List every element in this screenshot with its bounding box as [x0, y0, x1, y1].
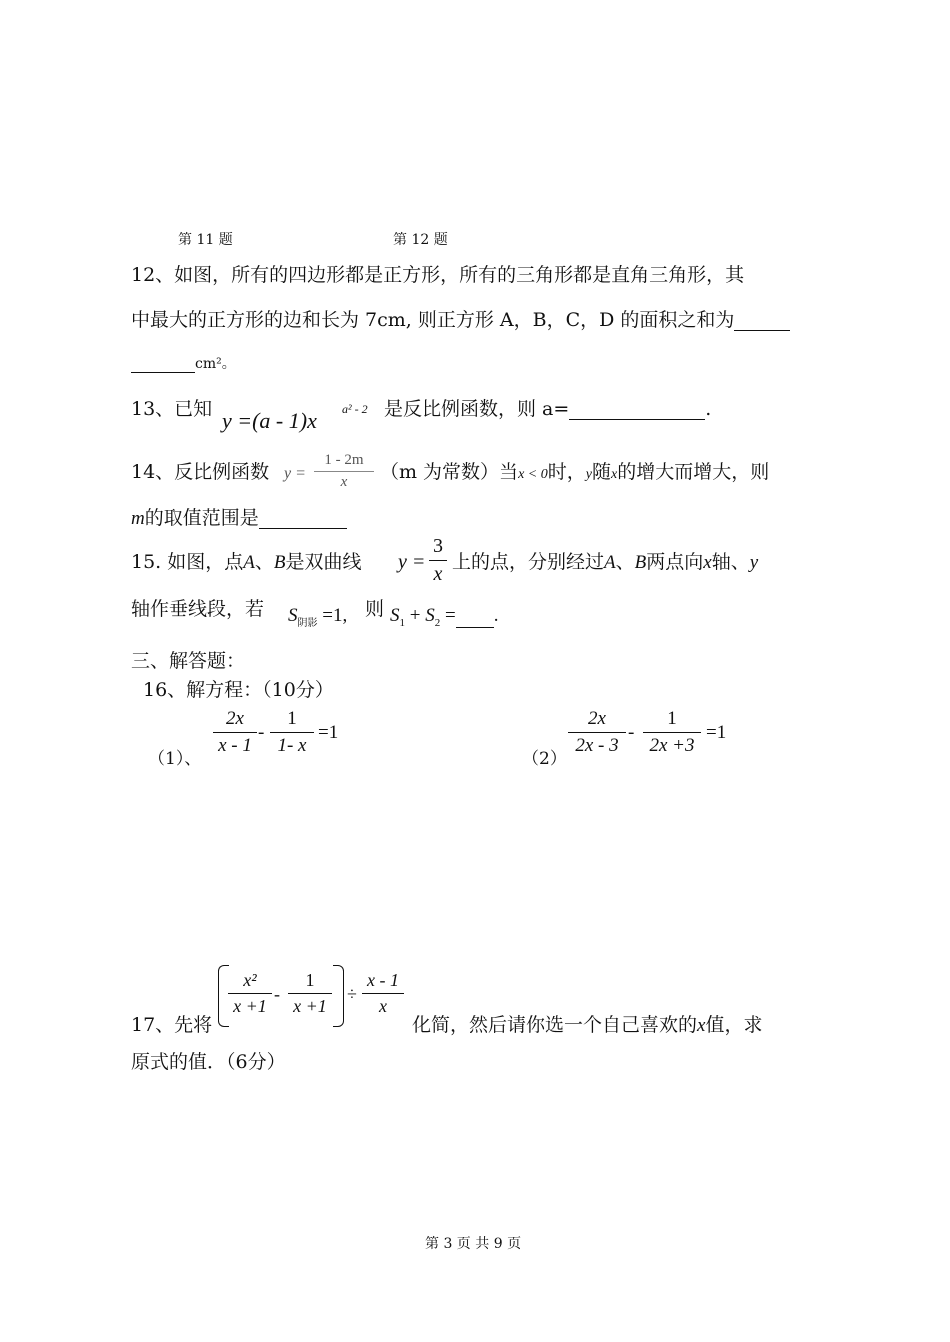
q12-line-1: 12、如图，所有的四边形都是正方形，所有的三角形都是直角三角形，其	[131, 264, 745, 286]
q13-text	[384, 400, 711, 420]
q15-text-1: 是双曲线	[285, 551, 362, 573]
q17-f1-denominator: x +1	[233, 996, 267, 1016]
q15-line-1-rest	[452, 553, 758, 572]
q17-f3-denominator: x	[379, 996, 387, 1016]
q14-fraction	[314, 452, 374, 491]
q15-y-eq: y =	[398, 551, 426, 573]
q15-s2-sub: 2	[434, 616, 441, 629]
q12-line-3	[131, 353, 236, 373]
q13-middle: 是反比例函数，则 a=	[384, 398, 570, 420]
section-3-heading: 三、解答题：	[131, 650, 246, 672]
q14-var-m: m	[131, 508, 145, 529]
q15-line-2: 轴作垂线段，若	[131, 598, 265, 620]
q16-p2-f1-denominator: 2x - 3	[575, 735, 619, 756]
q14-text-4: 的增大而增大，则	[617, 461, 770, 483]
q16-p1-f2-denominator: 1- x	[277, 735, 307, 756]
q15-denominator: x	[433, 563, 443, 585]
q16-p1-f1-numerator: 2x	[226, 708, 244, 729]
q17-var-x: x	[697, 1015, 706, 1036]
q14-line-1-rest	[380, 463, 769, 482]
q16-p1-fraction-1	[213, 708, 257, 757]
q15-fraction-bar	[429, 560, 447, 561]
q12-answer-blank-1	[734, 311, 790, 331]
q15-s2: S	[425, 605, 435, 626]
q17-line-2: 原式的值．（6分）	[131, 1051, 286, 1073]
q16-p2-f1-numerator: 2x	[588, 708, 606, 729]
q15-dot: .	[493, 605, 499, 626]
q13-end: .	[705, 398, 712, 420]
q14-prefix: 14、反比例函数	[131, 461, 270, 483]
q17-fraction-1	[228, 970, 272, 1017]
q15-s-shadow: S	[288, 605, 298, 626]
q14-text-2: 时，	[547, 461, 586, 483]
q15-fraction	[429, 535, 447, 586]
q16-p2-fraction-2	[643, 708, 701, 757]
q16-part-1-label: （1）、	[148, 749, 202, 769]
q14-text-3: 随	[591, 461, 611, 483]
q15-text-2: 上的点，分别经过	[452, 551, 605, 573]
figure-12-caption: 第 12 题	[393, 232, 448, 248]
q13-formula: y =(a - 1)x	[222, 408, 317, 433]
q16-p2-f2-denominator: 2x +3	[649, 735, 695, 756]
q15-point-b: B	[273, 552, 286, 573]
q15-then: 则	[365, 598, 385, 620]
q17-f2-denominator: x +1	[293, 996, 327, 1016]
q12-text: 中最大的正方形的边和长为 7cm, 则正方形 A，B，C，D 的面积之和为	[131, 309, 735, 331]
q15-answer-blank	[456, 605, 494, 628]
q14-var-x: x	[610, 467, 618, 482]
q15-y-axis: y	[749, 552, 759, 573]
q14-denominator: x	[340, 474, 348, 490]
q14-var-y: y	[585, 467, 592, 482]
q12-answer-blank-2	[131, 353, 195, 373]
q12-unit: cm²。	[195, 356, 236, 372]
q17-f2-bar	[288, 993, 332, 994]
q14-line-2	[131, 509, 347, 529]
q15-eq-1: =1,	[322, 605, 348, 626]
q16-p1-f2-numerator: 1	[287, 708, 297, 729]
q17-f2-numerator: 1	[305, 970, 315, 990]
q14-text-5: 的取值范围是	[144, 507, 259, 529]
q15-point-a-2: A	[604, 552, 616, 573]
q16-p1-f2-bar	[270, 732, 314, 733]
q17-f1-numerator: x²	[243, 970, 257, 990]
q15-text-3: 两点向	[646, 551, 704, 573]
q16-p1-rhs: =1	[318, 722, 339, 743]
q14-answer-blank	[259, 509, 347, 529]
q14-numerator: 1 - 2m	[324, 452, 364, 468]
q17-text-2: 值，求	[705, 1014, 763, 1036]
q15-s1: S	[390, 605, 400, 626]
page-footer: 第 3 页 共 9 页	[425, 1236, 522, 1252]
q17-divide: ÷	[347, 984, 357, 1004]
q17-fraction-2	[288, 970, 332, 1017]
q17-text-1: 化简，然后请你选一个自己喜欢的	[412, 1014, 698, 1036]
q15-sep-2: 、	[615, 551, 635, 573]
q15-line-1	[131, 553, 362, 572]
q16-title: 16、解方程：（10分）	[143, 679, 334, 701]
q15-s1-sub: 1	[399, 616, 405, 629]
q16-p1-minus: -	[258, 722, 265, 743]
q17-prefix: 17、先将	[131, 1014, 213, 1036]
q15-sum	[390, 605, 498, 636]
q14-fraction-bar	[314, 471, 374, 472]
q17-f3-numerator: x - 1	[367, 970, 399, 990]
q15-prefix: 15. 如图，点	[131, 551, 244, 573]
q16-p2-f1-bar	[568, 732, 626, 733]
q12-line-2	[131, 311, 790, 331]
q15-x-axis: x	[703, 552, 712, 573]
q17-f3-bar	[362, 993, 404, 994]
q15-condition	[288, 605, 347, 629]
q16-p2-minus: -	[628, 722, 635, 743]
q16-p1-f1-bar	[213, 732, 257, 733]
q16-p2-rhs: =1	[706, 722, 727, 743]
q16-p2-fraction-1	[568, 708, 626, 757]
q17-fraction-3	[362, 970, 404, 1017]
q13-answer-blank	[569, 400, 705, 420]
q15-sep: 、	[254, 551, 274, 573]
q16-p2-f2-numerator: 1	[667, 708, 677, 729]
q13-prefix: 13、已知	[131, 398, 213, 420]
q16-p1-f1-denominator: x - 1	[218, 735, 252, 756]
figure-11-caption: 第 11 题	[178, 232, 233, 248]
q14-condition: x < 0	[518, 467, 548, 482]
q13-exponent: a² - 2	[342, 402, 368, 416]
q15-s-shadow-sub: 阴影	[297, 617, 318, 629]
q15-point-a: A	[243, 552, 255, 573]
q15-numerator: 3	[433, 535, 443, 557]
q16-p1-fraction-2	[270, 708, 314, 757]
q15-eq-2: =	[444, 605, 456, 626]
q14-text-1: （m 为常数）当	[380, 461, 519, 483]
q17-line-1-rest	[412, 1016, 762, 1035]
q15-point-b-2: B	[634, 552, 647, 573]
q15-plus: +	[409, 605, 421, 626]
q17-right-paren	[333, 965, 344, 1027]
q14-y-eq: y =	[284, 465, 306, 482]
q16-part-2-label: （2）	[522, 749, 567, 769]
q17-minus: -	[274, 984, 280, 1004]
q16-p2-f2-bar	[643, 732, 701, 733]
q17-f1-bar	[228, 993, 272, 994]
q15-text-4: 轴、	[711, 551, 750, 573]
